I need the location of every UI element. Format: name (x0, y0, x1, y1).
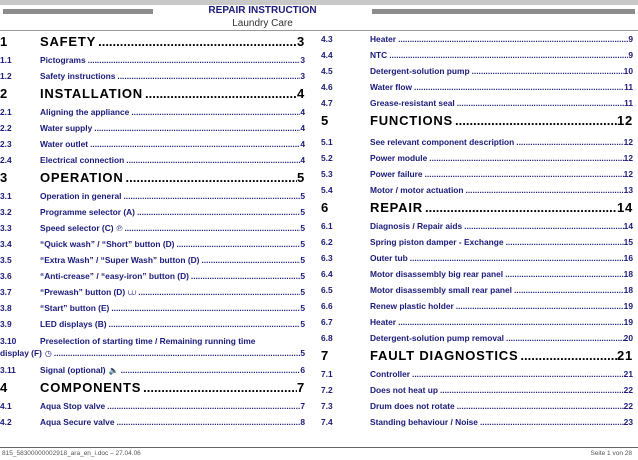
toc-section-entry[interactable] (0, 223, 305, 235)
toc-entry-title: Diagnosis / Repair aids (370, 221, 463, 231)
toc-entry-number: 7.4 (321, 417, 333, 427)
toc-page-number: 18 (623, 269, 633, 279)
toc-page-number: 5 (300, 319, 305, 329)
toc-section-entry[interactable] (0, 123, 305, 135)
toc-entry-title: NTC (370, 50, 388, 60)
toc-leader-dots (412, 369, 624, 379)
toc-entry-title: Signal (optional) (40, 365, 106, 375)
toc-leader-dots (126, 155, 300, 165)
toc-leader-dots (117, 71, 300, 81)
toc-page-number: 4 (300, 123, 305, 133)
clock-icon: ◷ (44, 349, 52, 358)
toc-section-entry[interactable] (320, 221, 633, 233)
toc-entry-number: 3.11 (0, 365, 16, 375)
toc-leader-dots (457, 98, 624, 108)
toc-page-number: 16 (623, 253, 633, 263)
toc-leader-dots (201, 255, 300, 265)
toc-entry-number: 3.7 (0, 287, 12, 297)
footer-divider (0, 447, 638, 448)
toc-page-number: 14 (623, 221, 633, 231)
toc-entry-number: 4.3 (321, 34, 333, 44)
footer-filename: 815_58300000002918_ara_en_i.doc – 27.04.06 (2, 450, 141, 457)
document-subtitle: Laundry Care (232, 18, 293, 29)
toc-entry-number: 5.4 (321, 185, 333, 195)
document-title: REPAIR INSTRUCTION (208, 5, 317, 16)
toc-leader-dots (425, 169, 624, 179)
toc-page-number: 22 (623, 385, 633, 395)
toc-page-number: 5 (300, 303, 305, 313)
toc-leader-dots (456, 301, 624, 311)
toc-leader-dots (480, 417, 624, 427)
toc-entry-title: “Anti-crease” / “easy-iron” button (D) (40, 271, 189, 281)
toc-chapter-entry[interactable] (0, 34, 305, 50)
toc-page-number: 12 (616, 113, 633, 128)
toc-entry-number: 6.8 (321, 333, 333, 343)
toc-entry-title-line2: display (F) (0, 348, 42, 358)
toc-section-entry[interactable] (320, 185, 633, 197)
toc-entry-number: 6.2 (321, 237, 333, 247)
toc-entry-number: 3.5 (0, 255, 12, 265)
toc-page-number: 3 (300, 55, 305, 65)
toc-leader-dots (191, 271, 300, 281)
toc-page-number: 21 (623, 369, 633, 379)
toc-entry-number: 1.1 (0, 55, 12, 65)
toc-entry-title: COMPONENTS (40, 380, 142, 395)
toc-leader-dots (455, 113, 617, 128)
toc-leader-dots (145, 86, 297, 101)
toc-page-number: 4 (300, 139, 305, 149)
toc-section-entry[interactable] (0, 191, 305, 203)
toc-entry-title: Electrical connection (40, 155, 125, 165)
toc-section-entry[interactable] (320, 237, 633, 249)
toc-entry-title: Water outlet (40, 139, 89, 149)
prewash-tub-icon: ⩊ (128, 288, 137, 297)
toc-entry-title: “Prewash” button (D) (40, 287, 126, 297)
toc-leader-dots (440, 385, 624, 395)
toc-entry-title: Programme selector (A) (40, 207, 135, 217)
spin-icon: ℗ (116, 224, 123, 233)
toc-section-entry[interactable] (0, 71, 305, 83)
toc-section-entry[interactable] (320, 50, 633, 62)
toc-leader-dots (516, 137, 623, 147)
toc-page-number: 21 (616, 348, 633, 363)
toc-page-number: 5 (300, 255, 305, 265)
toc-entry-title: “Extra Wash” / “Super Wash” button (D) (40, 255, 200, 265)
toc-entry-title: FAULT DIAGNOSTICS (370, 348, 519, 363)
toc-leader-dots (88, 55, 301, 65)
toc-entry-title: Safety instructions (40, 71, 116, 81)
toc-entry-title: Operation in general (40, 191, 122, 201)
toc-page-number: 10 (623, 66, 633, 76)
header-divider (0, 30, 638, 31)
toc-leader-dots (506, 237, 624, 247)
toc-page-number: 12 (623, 137, 633, 147)
toc-entry-number: 6.3 (321, 253, 333, 263)
toc-entry-number: 6.6 (321, 301, 333, 311)
toc-entry-title: Grease-resistant seal (370, 98, 455, 108)
toc-entry-title: FUNCTIONS (370, 113, 454, 128)
toc-entry-title: Detergent-solution pump (370, 66, 470, 76)
toc-entry-title: SAFETY (40, 34, 97, 49)
toc-leader-dots (131, 107, 300, 117)
toc-section-entry[interactable] (0, 319, 305, 331)
toc-entry-title: Motor disassembly big rear panel (370, 269, 504, 279)
toc-leader-dots (124, 223, 300, 233)
toc-leader-dots (398, 34, 628, 44)
toc-entry-number: 3.10 (0, 336, 17, 346)
toc-leader-dots (457, 401, 624, 411)
toc-leader-dots (121, 365, 301, 375)
toc-entry-title: Pictograms (40, 55, 86, 65)
toc-entry-number: 7.2 (321, 385, 333, 395)
toc-entry-number: 4 (0, 380, 9, 395)
toc-leader-dots (126, 170, 297, 185)
toc-page-number: 9 (628, 34, 633, 44)
toc-page-number: 11 (624, 82, 633, 92)
toc-section-entry[interactable] (320, 137, 633, 149)
toc-chapter-entry[interactable] (0, 170, 305, 186)
toc-leader-dots (425, 200, 617, 215)
toc-page-number: 4 (300, 155, 305, 165)
toc-entry-number: 7.3 (321, 401, 333, 411)
toc-section-entry[interactable] (320, 417, 633, 429)
toc-leader-dots (505, 269, 624, 279)
toc-page-number: 12 (623, 153, 633, 163)
toc-entry-number: 6 (321, 200, 330, 215)
toc-entry-number: 6.1 (321, 221, 333, 231)
toc-entry-title: Aqua Secure valve (40, 417, 115, 427)
toc-entry-title: Renew plastic holder (370, 301, 454, 311)
toc-section-entry[interactable] (320, 401, 633, 413)
toc-page-number: 6 (300, 365, 305, 375)
toc-leader-dots (414, 82, 624, 92)
toc-section-entry[interactable] (0, 139, 305, 151)
toc-page-number: 5 (300, 191, 305, 201)
toc-leader-dots (123, 191, 300, 201)
toc-leader-dots (520, 348, 617, 363)
toc-entry-title: Power failure (370, 169, 423, 179)
toc-entry-title: Standing behaviour / Noise (370, 417, 478, 427)
toc-entry-title: LED displays (B) (40, 319, 107, 329)
toc-entry-title: Aligning the appliance (40, 107, 130, 117)
toc-page-number: 13 (623, 185, 633, 195)
toc-leader-dots (54, 348, 300, 358)
toc-page-number: 19 (623, 301, 633, 311)
toc-section-entry[interactable] (0, 303, 305, 315)
toc-entry-title: Spring piston damper - Exchange (370, 237, 504, 247)
toc-page-number: 12 (623, 169, 633, 179)
toc-entry-title: OPERATION (40, 170, 124, 185)
toc-leader-dots (116, 417, 300, 427)
toc-leader-dots (472, 66, 624, 76)
toc-section-entry[interactable] (0, 255, 305, 267)
toc-page-number: 7 (300, 401, 305, 411)
toc-entry-number: 6.4 (321, 269, 333, 279)
toc-section-entry[interactable] (320, 253, 633, 265)
toc-entry-number: 3.9 (0, 319, 12, 329)
toc-entry-title: Water flow (370, 82, 413, 92)
toc-entry-title: See relevant component description (370, 137, 515, 147)
toc-leader-dots (514, 285, 624, 295)
toc-entry-title-line1: Preselection of starting time / Remaining running time (40, 336, 256, 346)
toc-entry-number: 5.1 (321, 137, 333, 147)
toc-entry-title: Aqua Stop valve (40, 401, 106, 411)
toc-leader-dots (107, 401, 300, 411)
toc-page-number: 5 (300, 223, 305, 233)
toc-entry-number: 3.1 (0, 191, 12, 201)
toc-leader-dots (389, 50, 628, 60)
toc-entry-number: 3.6 (0, 271, 12, 281)
toc-page-number: 9 (628, 50, 633, 60)
toc-section-entry[interactable] (320, 369, 633, 381)
toc-section-entry[interactable] (320, 169, 633, 181)
toc-leader-dots (429, 153, 623, 163)
toc-entry-number: 3.8 (0, 303, 12, 313)
toc-entry-number: 2.3 (0, 139, 12, 149)
toc-chapter-entry[interactable] (0, 380, 305, 396)
toc-entry-title: Water supply (40, 123, 93, 133)
toc-leader-dots (398, 317, 624, 327)
toc-chapter-entry[interactable] (0, 86, 305, 102)
toc-entry-title: REPAIR (370, 200, 423, 215)
toc-entry-title: “Quick wash” / “Short” button (D) (40, 239, 175, 249)
toc-entry-number: 7 (321, 348, 330, 363)
toc-page-number: 5 (300, 287, 305, 297)
toc-section-entry[interactable] (320, 82, 633, 94)
toc-leader-dots (94, 123, 300, 133)
toc-section-entry[interactable] (320, 285, 633, 297)
toc-leader-dots (111, 303, 300, 313)
toc-entry-number: 3.3 (0, 223, 12, 233)
toc-section-entry[interactable] (320, 317, 633, 329)
toc-leader-dots (410, 253, 624, 263)
toc-entry-title: Controller (370, 369, 411, 379)
toc-entry-number: 3.4 (0, 239, 12, 249)
toc-leader-dots (466, 185, 624, 195)
toc-entry-title: Drum does not rotate (370, 401, 455, 411)
toc-entry-number: 4.5 (321, 66, 333, 76)
toc-page-number: 5 (300, 239, 305, 249)
toc-entry-title: Power module (370, 153, 428, 163)
toc-entry-number: 7.1 (321, 369, 333, 379)
toc-page-number: 14 (616, 200, 633, 215)
toc-page-number: 22 (623, 401, 633, 411)
toc-leader-dots (176, 239, 300, 249)
toc-page-number: 8 (300, 417, 305, 427)
toc-section-entry[interactable] (320, 301, 633, 313)
toc-entry-title: Does not heat up (370, 385, 438, 395)
toc-leader-dots (109, 319, 301, 329)
toc-entry-number: 2.4 (0, 155, 12, 165)
toc-page-number: 7 (296, 380, 305, 395)
toc-entry-number: 2.2 (0, 123, 12, 133)
toc-page-number: 5 (300, 207, 305, 217)
toc-entry-number: 4.7 (321, 98, 333, 108)
toc-entry-number: 5.2 (321, 153, 333, 163)
toc-entry-title: Speed selector (C) (40, 223, 114, 233)
toc-section-entry[interactable] (0, 287, 305, 299)
toc-page-number: 18 (623, 285, 633, 295)
footer-page-info: Seite 1 von 28 (590, 450, 632, 457)
toc-page-number: 3 (300, 71, 305, 81)
toc-entry-number: 3.2 (0, 207, 12, 217)
toc-section-entry[interactable] (0, 239, 305, 251)
toc-entry-title: Detergent-solution pump removal (370, 333, 505, 343)
toc-section-entry[interactable] (320, 385, 633, 397)
toc-page-number: 19 (623, 317, 633, 327)
toc-leader-dots (464, 221, 624, 231)
toc-entry-number: 5 (321, 113, 330, 128)
toc-section-entry-wrapped[interactable] (0, 336, 305, 360)
toc-leader-dots (506, 333, 624, 343)
toc-entry-number: 1 (0, 34, 9, 49)
toc-page-number: 4 (300, 107, 305, 117)
toc-entry-number: 6.7 (321, 317, 333, 327)
toc-section-entry[interactable] (0, 401, 305, 413)
toc-section-entry[interactable] (0, 417, 305, 429)
toc-section-entry[interactable] (320, 269, 633, 281)
toc-chapter-entry[interactable] (320, 348, 633, 364)
toc-entry-number: 4.6 (321, 82, 333, 92)
toc-page-number: 15 (623, 237, 633, 247)
toc-entry-title: Motor / motor actuation (370, 185, 464, 195)
toc-page-number: 5 (300, 348, 305, 358)
toc-section-entry[interactable] (320, 333, 633, 345)
toc-entry-number: 1.2 (0, 71, 12, 81)
toc-page-number: 5 (300, 271, 305, 281)
toc-entry-title: Motor disassembly small rear panel (370, 285, 512, 295)
toc-entry-title: Heater (370, 34, 397, 44)
toc-page-number: 5 (296, 170, 305, 185)
toc-leader-dots (143, 380, 297, 395)
toc-section-entry[interactable] (0, 207, 305, 219)
toc-page-number: 3 (296, 34, 305, 49)
toc-entry-number: 3 (0, 170, 9, 185)
toc-entry-number: 2 (0, 86, 9, 101)
toc-chapter-entry[interactable] (320, 200, 633, 216)
toc-section-entry[interactable] (320, 153, 633, 165)
toc-page-number: 23 (623, 417, 633, 427)
toc-section-entry[interactable] (0, 55, 305, 67)
toc-entry-number: 4.1 (0, 401, 12, 411)
toc-chapter-entry[interactable] (320, 113, 633, 129)
toc-section-entry[interactable] (0, 107, 305, 119)
toc-section-entry[interactable] (0, 271, 305, 283)
toc-page-number: 20 (623, 333, 633, 343)
toc-section-entry[interactable] (320, 98, 633, 110)
toc-entry-title: Outer tub (370, 253, 408, 263)
toc-entry-title: Heater (370, 317, 397, 327)
toc-page-number: 4 (296, 86, 305, 101)
toc-entry-number: 4.4 (321, 50, 333, 60)
toc-entry-title: INSTALLATION (40, 86, 143, 101)
toc-section-entry[interactable] (320, 66, 633, 78)
toc-entry-number: 5.3 (321, 169, 333, 179)
speaker-icon: 🔈 (108, 366, 119, 375)
toc-section-entry[interactable] (0, 155, 305, 167)
toc-leader-dots (137, 207, 300, 217)
toc-entry-number: 4.2 (0, 417, 12, 427)
toc-entry-number: 6.5 (321, 285, 333, 295)
toc-leader-dots (98, 34, 297, 49)
toc-leader-dots (138, 287, 300, 297)
toc-entry-title: “Start” button (E) (40, 303, 110, 313)
toc-section-entry[interactable] (320, 34, 633, 46)
toc-entry-number: 2.1 (0, 107, 12, 117)
toc-leader-dots (90, 139, 300, 149)
toc-page-number: 11 (624, 98, 633, 108)
toc-section-entry[interactable] (0, 365, 305, 377)
